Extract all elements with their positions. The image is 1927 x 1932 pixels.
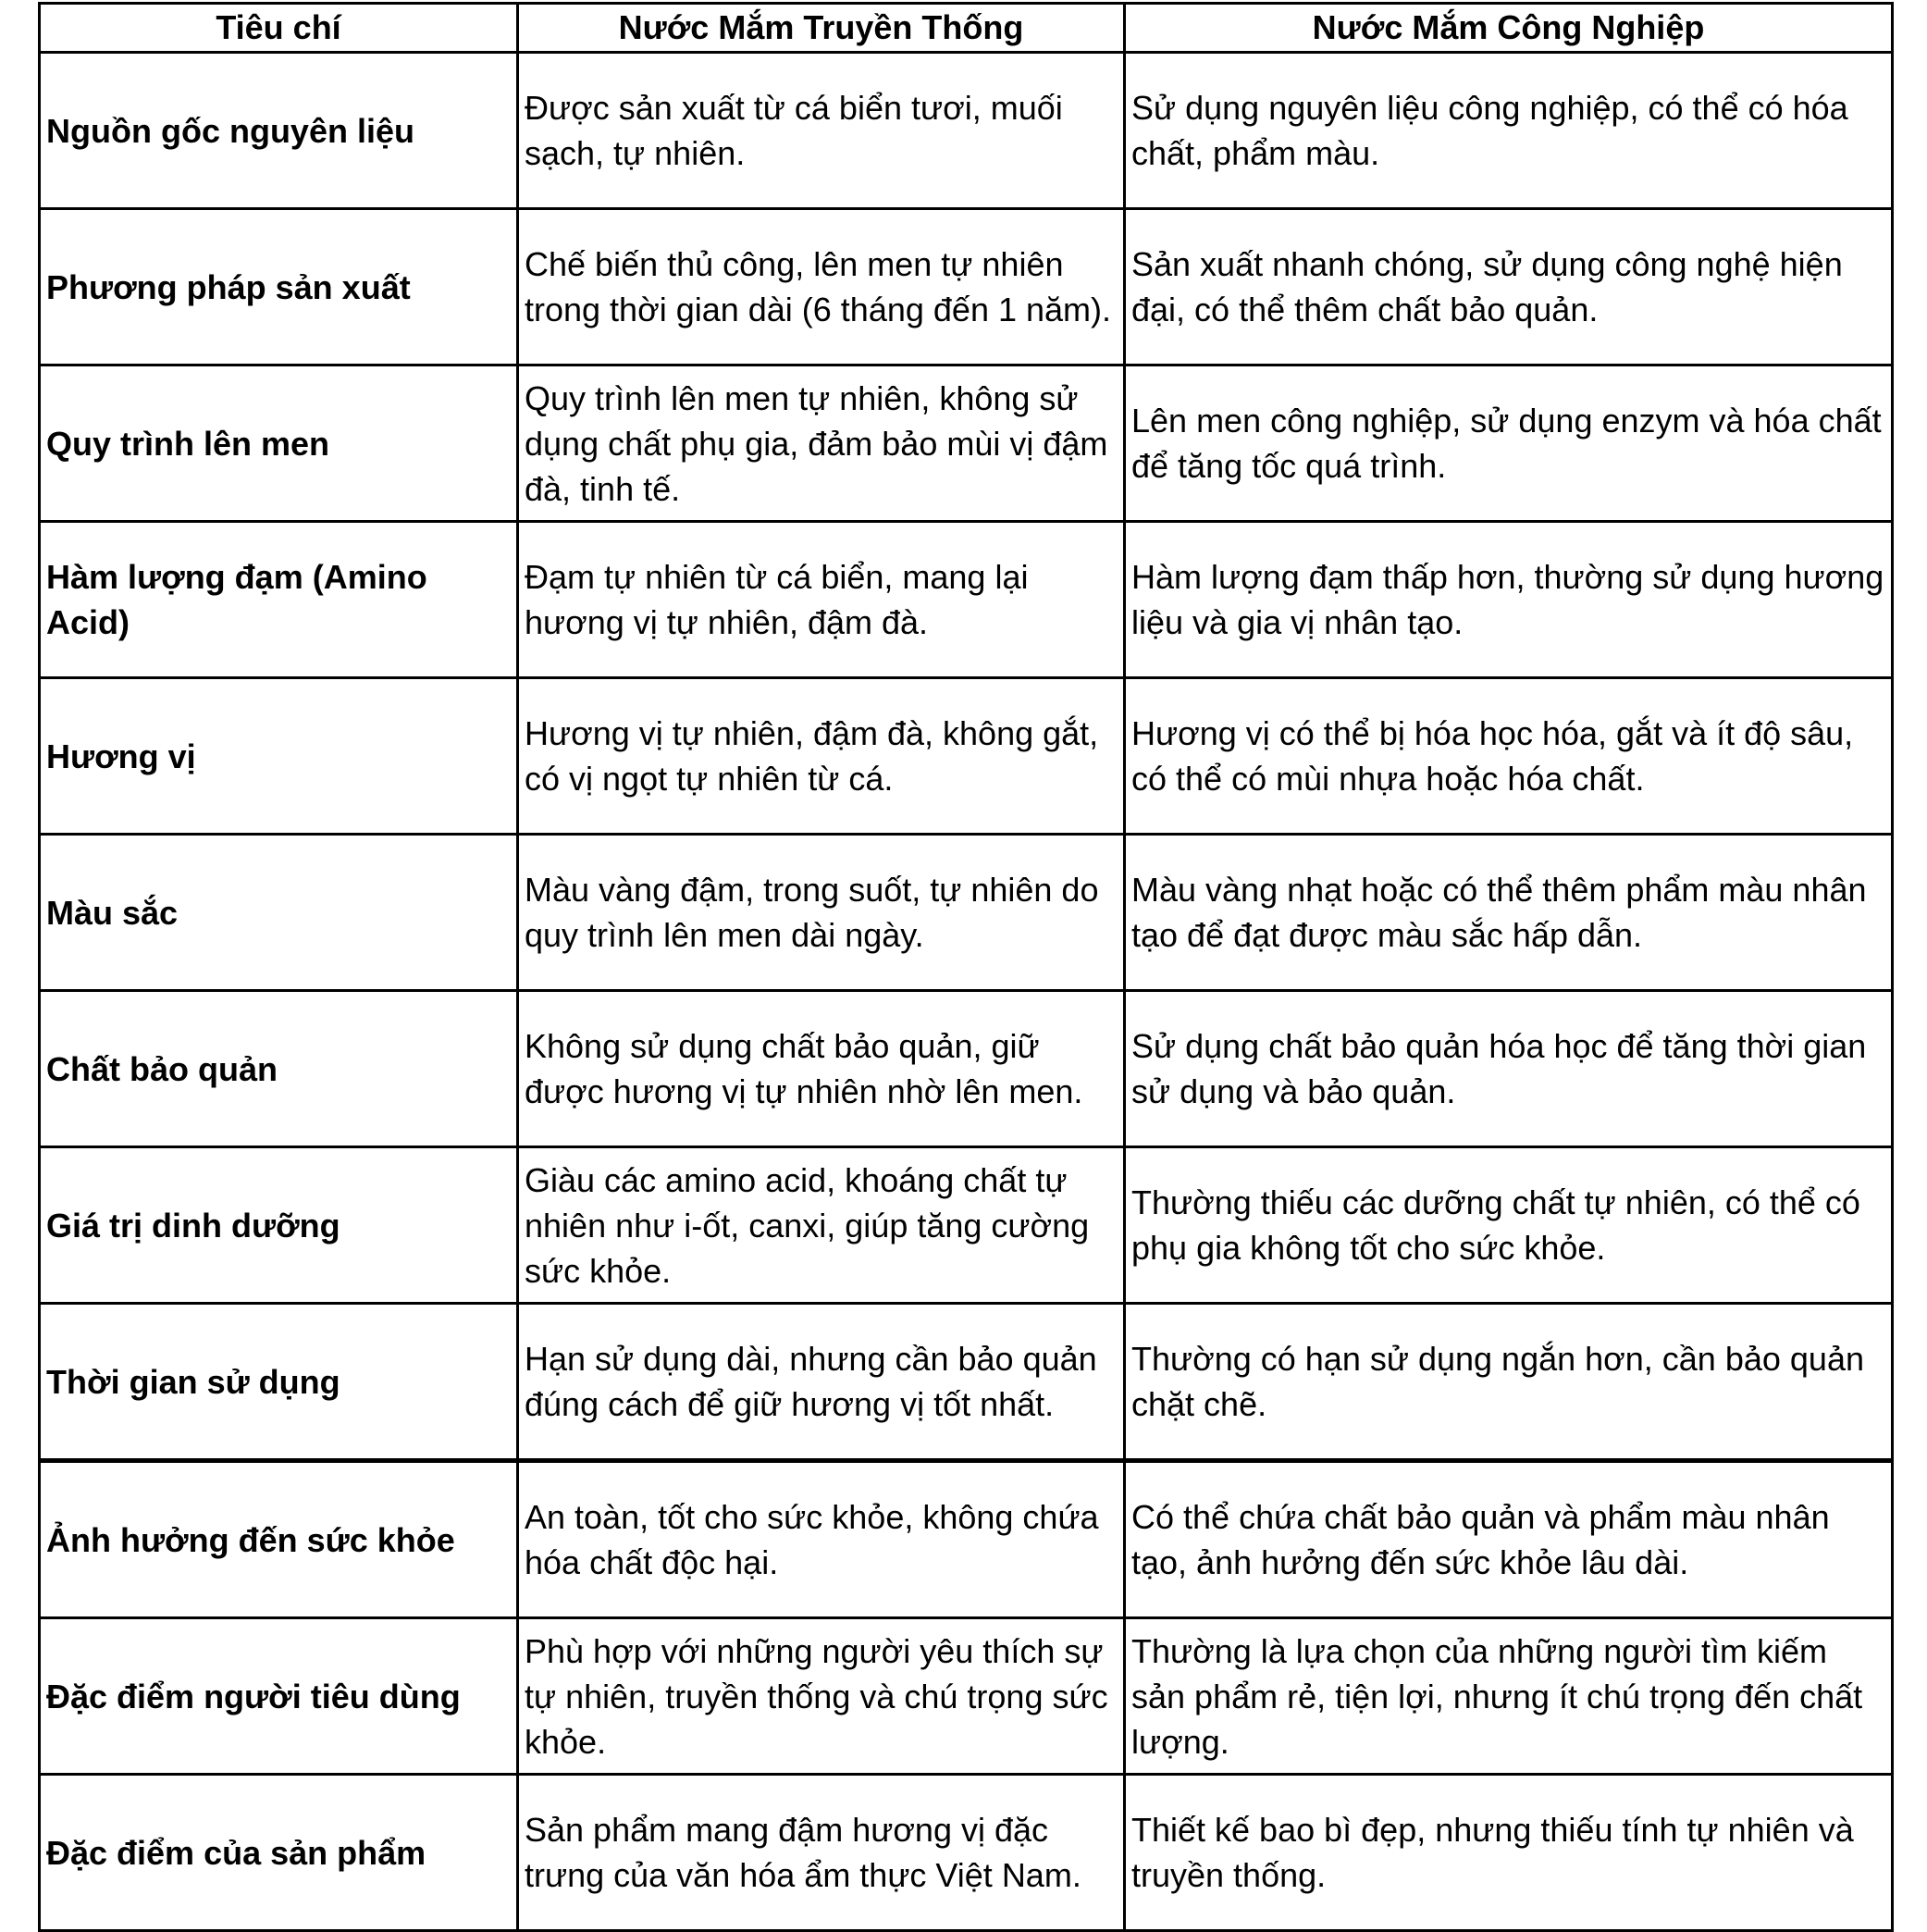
traditional-cell: Đạm tự nhiên từ cá biển, mang lại hương vị tự nhiên, đậm đà. bbox=[518, 522, 1125, 678]
industrial-cell: Lên men công nghiệp, sử dụng enzym và hóa chất để tăng tốc quá trình. bbox=[1125, 365, 1893, 522]
criterion-cell: Phương pháp sản xuất bbox=[40, 209, 518, 365]
criterion-cell: Chất bảo quản bbox=[40, 991, 518, 1147]
traditional-cell: Giàu các amino acid, khoáng chất tự nhiên như i-ốt, canxi, giúp tăng cường sức khỏe. bbox=[518, 1147, 1125, 1304]
criterion-cell: Hương vị bbox=[40, 678, 518, 835]
table-row bbox=[40, 522, 1893, 678]
industrial-cell: Có thể chứa chất bảo quản và phẩm màu nhân tạo, ảnh hưởng đến sức khỏe lâu dài. bbox=[1125, 1461, 1893, 1618]
industrial-cell: Thường là lựa chọn của những người tìm kiếm sản phẩm rẻ, tiện lợi, nhưng ít chú trọng đến chất lượng. bbox=[1125, 1618, 1893, 1775]
traditional-cell: Chế biến thủ công, lên men tự nhiên trong thời gian dài (6 tháng đến 1 năm). bbox=[518, 209, 1125, 365]
traditional-cell: Không sử dụng chất bảo quản, giữ được hương vị tự nhiên nhờ lên men. bbox=[518, 991, 1125, 1147]
traditional-cell: Hương vị tự nhiên, đậm đà, không gắt, có vị ngọt tự nhiên từ cá. bbox=[518, 678, 1125, 835]
industrial-cell: Sử dụng nguyên liệu công nghiệp, có thể có hóa chất, phẩm màu. bbox=[1125, 53, 1893, 209]
comparison-table-container bbox=[38, 2, 1891, 1932]
industrial-cell: Hàm lượng đạm thấp hơn, thường sử dụng hương liệu và gia vị nhân tạo. bbox=[1125, 522, 1893, 678]
table-row bbox=[40, 678, 1893, 835]
industrial-cell: Thường thiếu các dưỡng chất tự nhiên, có thể có phụ gia không tốt cho sức khỏe. bbox=[1125, 1147, 1893, 1304]
traditional-cell: Hạn sử dụng dài, nhưng cần bảo quản đúng cách để giữ hương vị tốt nhất. bbox=[518, 1304, 1125, 1461]
industrial-cell: Sử dụng chất bảo quản hóa học để tăng thời gian sử dụng và bảo quản. bbox=[1125, 991, 1893, 1147]
criterion-cell: Màu sắc bbox=[40, 835, 518, 991]
comparison-table bbox=[38, 2, 1894, 1932]
table-row bbox=[40, 1147, 1893, 1304]
table-row bbox=[40, 1775, 1893, 1931]
criterion-cell: Đặc điểm của sản phẩm bbox=[40, 1775, 518, 1931]
header-traditional: Nước Mắm Truyền Thống bbox=[518, 4, 1125, 53]
industrial-cell: Hương vị có thể bị hóa học hóa, gắt và ít độ sâu, có thể có mùi nhựa hoặc hóa chất. bbox=[1125, 678, 1893, 835]
table-row bbox=[40, 1461, 1893, 1618]
criterion-cell: Quy trình lên men bbox=[40, 365, 518, 522]
criterion-cell: Giá trị dinh dưỡng bbox=[40, 1147, 518, 1304]
criterion-cell: Nguồn gốc nguyên liệu bbox=[40, 53, 518, 209]
industrial-cell: Sản xuất nhanh chóng, sử dụng công nghệ hiện đại, có thể thêm chất bảo quản. bbox=[1125, 209, 1893, 365]
traditional-cell: Được sản xuất từ cá biển tươi, muối sạch, tự nhiên. bbox=[518, 53, 1125, 209]
header-industrial: Nước Mắm Công Nghiệp bbox=[1125, 4, 1893, 53]
criterion-cell: Hàm lượng đạm (Amino Acid) bbox=[40, 522, 518, 678]
header-criteria: Tiêu chí bbox=[40, 4, 518, 53]
table-row bbox=[40, 835, 1893, 991]
industrial-cell: Thiết kế bao bì đẹp, nhưng thiếu tính tự nhiên và truyền thống. bbox=[1125, 1775, 1893, 1931]
table-row bbox=[40, 1618, 1893, 1775]
criterion-cell: Đặc điểm người tiêu dùng bbox=[40, 1618, 518, 1775]
traditional-cell: Phù hợp với những người yêu thích sự tự nhiên, truyền thống và chú trọng sức khỏe. bbox=[518, 1618, 1125, 1775]
traditional-cell: Màu vàng đậm, trong suốt, tự nhiên do quy trình lên men dài ngày. bbox=[518, 835, 1125, 991]
header-row bbox=[40, 4, 1893, 53]
traditional-cell: Quy trình lên men tự nhiên, không sử dụng chất phụ gia, đảm bảo mùi vị đậm đà, tinh tế. bbox=[518, 365, 1125, 522]
industrial-cell: Thường có hạn sử dụng ngắn hơn, cần bảo quản chặt chẽ. bbox=[1125, 1304, 1893, 1461]
industrial-cell: Màu vàng nhạt hoặc có thể thêm phẩm màu nhân tạo để đạt được màu sắc hấp dẫn. bbox=[1125, 835, 1893, 991]
table-row bbox=[40, 209, 1893, 365]
table-row bbox=[40, 1304, 1893, 1461]
table-row bbox=[40, 365, 1893, 522]
criterion-cell: Ảnh hưởng đến sức khỏe bbox=[40, 1461, 518, 1618]
traditional-cell: An toàn, tốt cho sức khỏe, không chứa hóa chất độc hại. bbox=[518, 1461, 1125, 1618]
table-row bbox=[40, 53, 1893, 209]
criterion-cell: Thời gian sử dụng bbox=[40, 1304, 518, 1461]
table-row bbox=[40, 991, 1893, 1147]
traditional-cell: Sản phẩm mang đậm hương vị đặc trưng của văn hóa ẩm thực Việt Nam. bbox=[518, 1775, 1125, 1931]
